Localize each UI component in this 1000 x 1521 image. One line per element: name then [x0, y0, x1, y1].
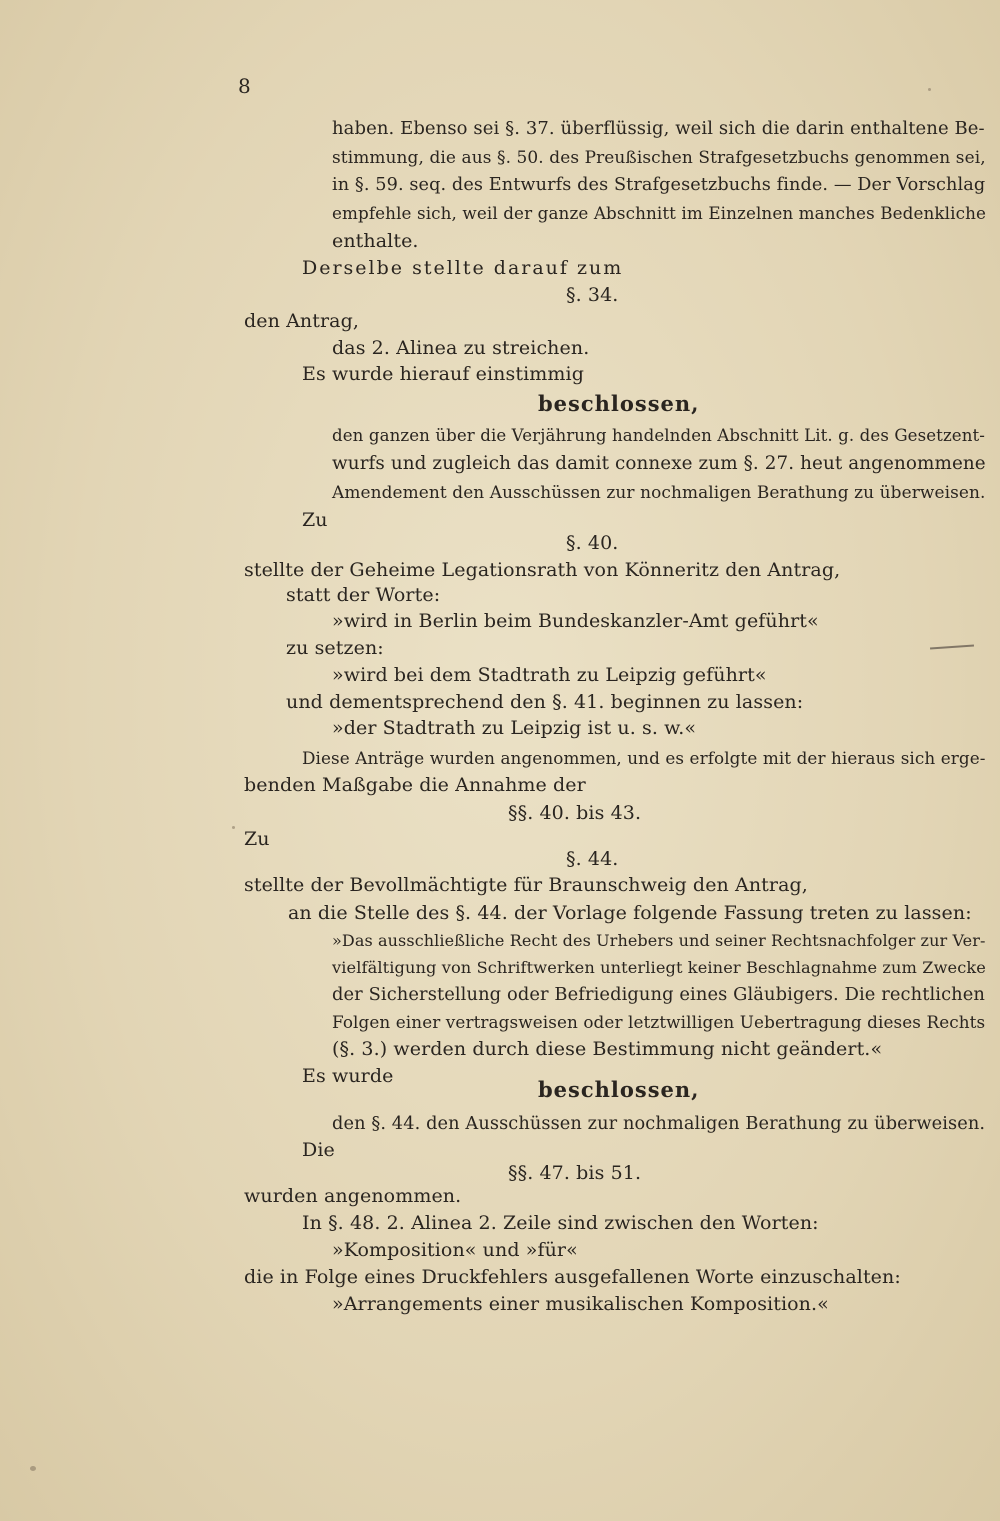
- paper-speck: [30, 1466, 36, 1471]
- section-heading: §. 34.: [566, 284, 619, 306]
- text-line: wurfs und zugleich das damit connexe zum §. 27. heut angenommene: [332, 453, 986, 474]
- quote-line: »Arrangements einer musikalischen Komposition.«: [332, 1293, 829, 1315]
- quote-line: »der Stadtrath zu Leipzig ist u. s. w.«: [332, 717, 697, 739]
- text-line: Amendement den Ausschüssen zur nochmaligen Berathung zu überweisen.: [332, 482, 986, 502]
- paper-speck: [232, 826, 235, 829]
- paper-speck: [928, 88, 931, 91]
- quote-line: vielfältigung von Schriftwerken unterliegt keiner Beschlagnahme zum Zwecke: [332, 958, 986, 977]
- text-line: den ganzen über die Verjährung handelnden Abschnitt Lit. g. des Gesetzent-: [332, 426, 986, 445]
- ink-mark: [930, 644, 974, 649]
- text-line: an die Stelle des §. 44. der Vorlage folgende Fassung treten zu lassen:: [288, 902, 972, 924]
- text-line: wurden angenommen.: [244, 1185, 462, 1207]
- quote-line: »wird bei dem Stadtrath zu Leipzig geführt«: [332, 664, 767, 686]
- text-line: Diese Anträge wurden angenommen, und es erfolgte mit der hieraus sich erge-: [302, 748, 986, 768]
- text-line: Zu: [244, 828, 270, 850]
- quote-line: »Das ausschließliche Recht des Urhebers und seiner Rechtsnachfolger zur Ver-: [332, 931, 986, 950]
- text-line: enthalte.: [332, 230, 419, 252]
- text-line: die in Folge eines Druckfehlers ausgefallenen Worte einzuschalten:: [244, 1266, 901, 1288]
- text-line: und dementsprechend den §. 41. beginnen zu lassen:: [286, 691, 804, 713]
- text-line: empfehle sich, weil der ganze Abschnitt im Einzelnen manches Bedenkliche: [332, 203, 987, 223]
- section-heading: §§. 40. bis 43.: [508, 802, 642, 824]
- quote-line: »Komposition« und »für«: [332, 1239, 578, 1261]
- page-number: 8: [238, 74, 251, 98]
- text-line: In §. 48. 2. Alinea 2. Zeile sind zwischen den Worten:: [302, 1212, 819, 1234]
- text-line: Die: [302, 1139, 335, 1161]
- text-line: den §. 44. den Ausschüssen zur nochmaligen Berathung zu überweisen.: [332, 1114, 986, 1134]
- quote-line: (§. 3.) werden durch diese Bestimmung nicht geändert.«: [332, 1038, 883, 1060]
- quote-line: Folgen einer vertragsweisen oder letztwilligen Uebertragung dieses Rechts: [332, 1012, 986, 1032]
- quote-line: der Sicherstellung oder Befriedigung eines Gläubigers. Die rechtlichen: [332, 984, 986, 1005]
- text-line: stellte der Geheime Legationsrath von Könneritz den Antrag,: [244, 559, 841, 581]
- text-line: den Antrag,: [244, 310, 359, 332]
- section-heading: §. 40.: [566, 532, 619, 554]
- text-line: Es wurde: [302, 1065, 394, 1087]
- text-line: stimmung, die aus §. 50. des Preußischen Strafgesetzbuchs genommen sei,: [332, 147, 986, 167]
- section-heading: §§. 47. bis 51.: [508, 1162, 642, 1184]
- text-line: statt der Worte:: [286, 584, 441, 606]
- text-line: zu setzen:: [286, 637, 384, 659]
- text-line: in §. 59. seq. des Entwurfs des Strafgesetzbuchs finde. — Der Vorschlag: [332, 175, 986, 195]
- text-line: Es wurde hierauf einstimmig: [302, 363, 584, 385]
- text-line: haben. Ebenso sei §. 37. überflüssig, weil sich die darin enthaltene Be-: [332, 118, 985, 139]
- text-line: Derselbe stellte darauf zum: [302, 257, 624, 279]
- resolution-heading: beschlossen,: [538, 1077, 700, 1102]
- text-line: das 2. Alinea zu streichen.: [332, 337, 590, 359]
- quote-line: »wird in Berlin beim Bundeskanzler-Amt geführt«: [332, 610, 819, 632]
- resolution-heading: beschlossen,: [538, 391, 700, 416]
- text-line: benden Maßgabe die Annahme der: [244, 774, 586, 796]
- text-line: stellte der Bevollmächtigte für Braunschweig den Antrag,: [244, 874, 808, 896]
- section-heading: §. 44.: [566, 848, 619, 870]
- text-line: Zu: [302, 509, 328, 531]
